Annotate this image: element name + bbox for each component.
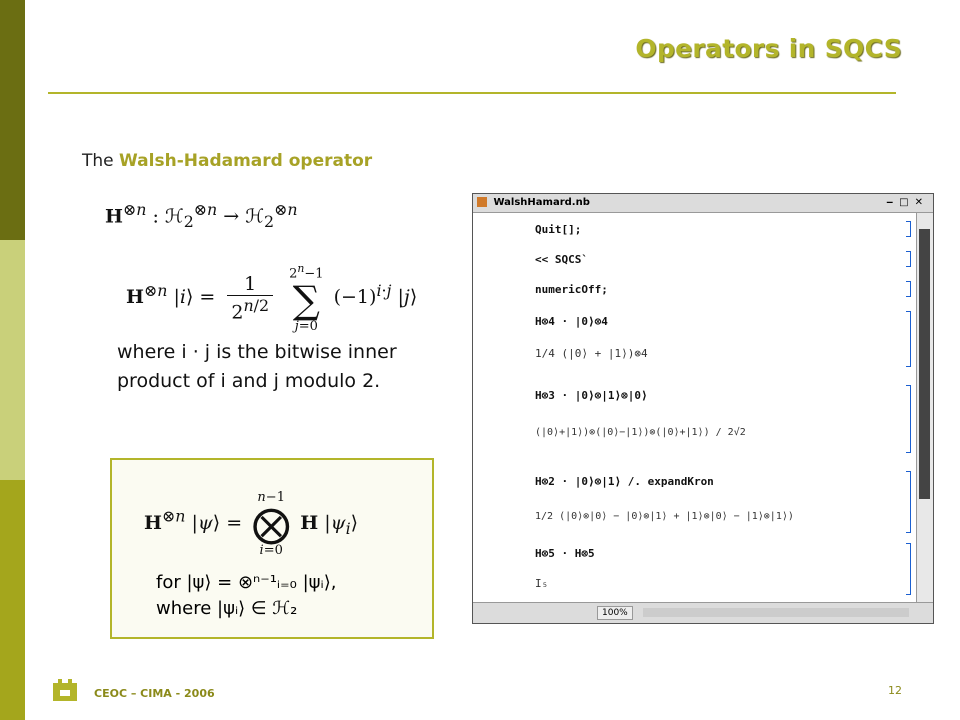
cell-bracket[interactable]	[906, 221, 911, 237]
cell-output[interactable]: 1/4 (|0⟩ + |1⟩)⊗4	[535, 347, 648, 360]
formula-operator-signature: $H^{\otimes n}$ : ℋ$_2^{\otimes n}$ → ℋ$_2^{\otimes n}$	[105, 200, 298, 232]
window-titlebar[interactable]	[473, 194, 933, 213]
side-bar-top	[0, 0, 25, 240]
tensor-product-box	[110, 458, 434, 639]
window-statusbar	[473, 602, 933, 623]
cell-output[interactable]: I₅	[535, 577, 549, 590]
side-bar-bottom	[0, 480, 25, 720]
scrollbar-thumb[interactable]	[919, 229, 930, 499]
cell-output[interactable]: (|0⟩+|1⟩)⊗(|0⟩−|1⟩)⊗(|0⟩+|1⟩) / 2√2	[535, 427, 746, 438]
cell-bracket[interactable]	[906, 543, 911, 595]
cell-bracket[interactable]	[906, 311, 911, 367]
intro-prefix: The	[82, 151, 114, 171]
cell-input[interactable]: numericOff;	[535, 283, 608, 296]
box-for-line: for |ψ⟩ = ⊗ⁿ⁻¹ᵢ₌₀ |ψᵢ⟩,	[156, 572, 337, 593]
cell-input[interactable]: H⊗4 · |0⟩⊗4	[535, 315, 608, 328]
window-title: WalshHamard.nb	[493, 197, 590, 208]
where-line-2: product of i and j modulo 2.	[117, 370, 381, 392]
intro-line	[82, 151, 372, 171]
cell-input[interactable]: << SQCS`	[535, 253, 588, 266]
mathematica-notebook-window	[472, 193, 934, 624]
cell-output[interactable]: 1/2 (|0⟩⊗|0⟩ − |0⟩⊗|1⟩ + |1⟩⊗|0⟩ − |1⟩⊗|1⟩)	[535, 511, 794, 522]
window-controls[interactable]: ‒□✕	[886, 197, 929, 208]
cell-input[interactable]: Quit[];	[535, 223, 582, 236]
box-where-line: where |ψᵢ⟩ ∈ ℋ₂	[156, 598, 298, 619]
formula-tensor-product: $H^{\otimes n}$ |ψ⟩ = n−1 ⨂ i=0 H $|\psi_i⟩$	[144, 490, 359, 558]
vertical-scrollbar[interactable]	[916, 213, 933, 604]
cell-bracket[interactable]	[906, 281, 911, 297]
formula-walsh-hadamard-sum: $H^{\otimes n}$ |i⟩ = $\frac{1}{2^{n/2}}$ $2^n-1$ ∑ j=0 $(-1)^{i\cdot j}$ |j⟩	[126, 262, 418, 335]
zoom-selector[interactable]: 100%	[597, 606, 633, 620]
slide-title: Operators in SQCS	[635, 34, 902, 63]
ceoc-logo-icon	[52, 676, 78, 702]
where-line-1: where i · j is the bitwise inner	[117, 341, 397, 363]
page-number: 12	[888, 684, 902, 697]
box-conditions	[156, 570, 336, 622]
cell-input[interactable]: H⊗2 · |0⟩⊗|1⟩ /. expandKron	[535, 475, 714, 488]
title-rule	[48, 92, 896, 94]
horizontal-scrollbar[interactable]	[643, 608, 909, 617]
cell-bracket[interactable]	[906, 471, 911, 533]
intro-highlight: Walsh-Hadamard operator	[119, 151, 373, 171]
where-explanation	[117, 338, 397, 396]
cell-bracket[interactable]	[906, 385, 911, 453]
cell-bracket[interactable]	[906, 251, 911, 267]
notebook-icon	[477, 197, 487, 207]
cell-input[interactable]: H⊗3 · |0⟩⊗|1⟩⊗|0⟩	[535, 389, 648, 402]
footer-text: CEOC – CIMA - 2006	[94, 687, 215, 700]
cell-input[interactable]: H⊗5 · H⊗5	[535, 547, 595, 560]
side-bar-middle	[0, 240, 25, 480]
notebook-content[interactable]	[473, 213, 917, 604]
